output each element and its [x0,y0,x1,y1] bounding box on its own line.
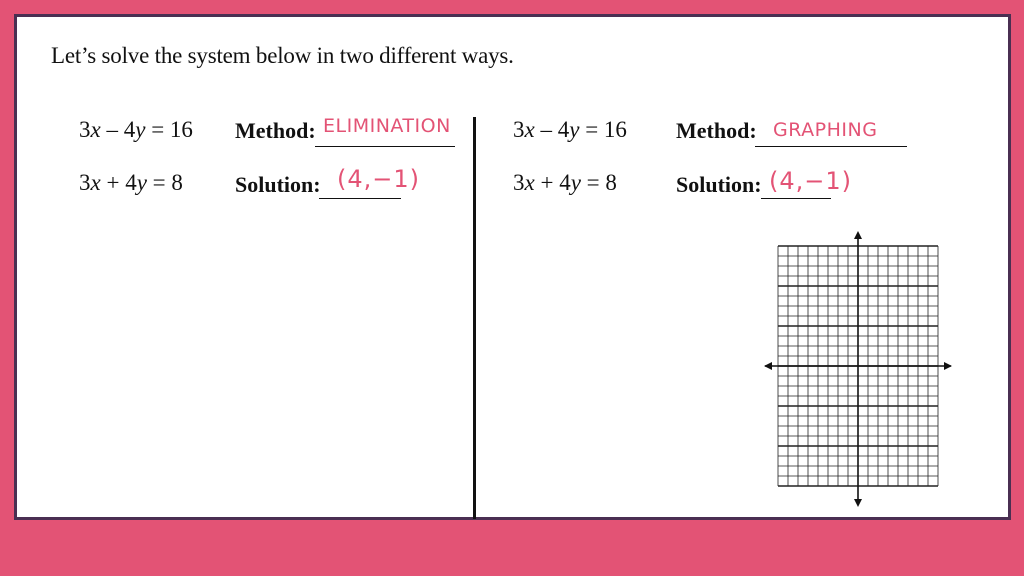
left-method-answer: ELIMINATION [323,115,451,137]
right-equation-1: 3x – 4y = 16 [513,117,627,142]
left-solution-label: Solution: [235,172,321,197]
arrow-up-icon [854,231,862,239]
right-method-blank [755,145,907,147]
right-solution-blank [761,197,831,199]
arrow-left-icon [764,362,772,370]
column-divider [473,117,476,519]
coordinate-grid-svg [763,229,953,509]
coordinate-grid [763,229,953,514]
arrow-right-icon [944,362,952,370]
right-method-answer: GRAPHING [773,119,878,141]
right-method-label: Method: [676,118,757,143]
left-solution-blank [319,197,401,199]
left-equation-1: 3x – 4y = 16 [79,117,193,142]
arrow-down-icon [854,499,862,507]
right-solution-answer: (4,−1) [769,167,853,195]
left-solution-answer: (4,−1) [337,165,421,193]
left-method-blank [315,145,455,147]
instruction-text: Let’s solve the system below in two different ways. [51,43,514,68]
right-equation-2: 3x + 4y = 8 [513,170,617,195]
right-solution-label: Solution: [676,172,762,197]
left-equation-2: 3x + 4y = 8 [79,170,183,195]
worksheet [14,14,1011,520]
left-method-label: Method: [235,118,316,143]
